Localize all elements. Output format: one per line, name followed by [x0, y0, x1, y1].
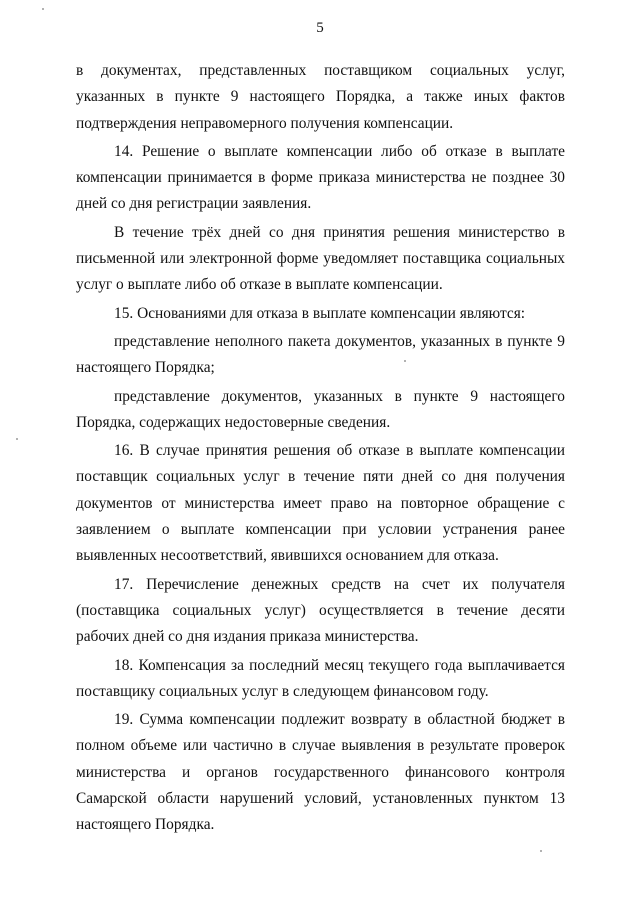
paragraph-14: 14. Решение о выплате компенсации либо об отказе в выплате компенсации принимается в форме приказа министерства не позднее 30 дней со дня регистрации заявления.	[76, 142, 565, 213]
paragraph-15-reason-2: представление документов, указанных в пункте 9 настоящего Порядка, содержащих недостоверные сведения.	[76, 387, 565, 431]
scan-speck	[540, 850, 542, 852]
paragraph-19: 19. Сумма компенсации подлежит возврату в областной бюджет в полном объеме или частично в случае выявления в результате проверок министерства и органов государственного финансового контроля Самарской области нарушений условий, установленных пунктом 13 настоящего Порядка.	[76, 711, 565, 834]
paragraph-continuation: в документах, представленных поставщиком социальных услуг, указанных в пункте 9 настоящего Порядка, а также иных фактов подтверждения неправомерного получения компенсации.	[76, 62, 565, 132]
paragraph-14-notice: В течение трёх дней со дня принятия решения министерство в письменной или электронной форме уведомляет поставщика социальных услуг о выплате либо об отказе в выплате компенсации.	[76, 223, 565, 294]
paragraph-15: 15. Основаниями для отказа в выплате компенсации являются:	[114, 304, 526, 322]
paragraph-17: 17. Перечисление денежных средств на счет их получателя (поставщика социальных услуг) осуществляется в течение десяти рабочих дней со дня издания приказа министерства.	[76, 575, 565, 646]
scan-speck	[42, 8, 44, 10]
scan-speck	[16, 438, 18, 440]
paragraph-16: 16. В случае принятия решения об отказе в выплате компенсации поставщик социальных услуг в течение пяти дней со дня получения документов от министерства имеет право на повторное обращение с заявлением о выплате компенсации при условии устранения ранее выявленных несоответствий, явившихся основанием для отказа.	[76, 442, 565, 565]
paragraph-15-reason-1: представление неполного пакета документов, указанных в пункте 9 настоящего Порядка;	[76, 332, 565, 377]
page-number: 5	[316, 20, 324, 36]
paragraph-18: 18. Компенсация за последний месяц текущего года выплачивается поставщику социальных услуг в следующем финансовом году.	[76, 656, 565, 700]
document-body	[76, 58, 565, 841]
